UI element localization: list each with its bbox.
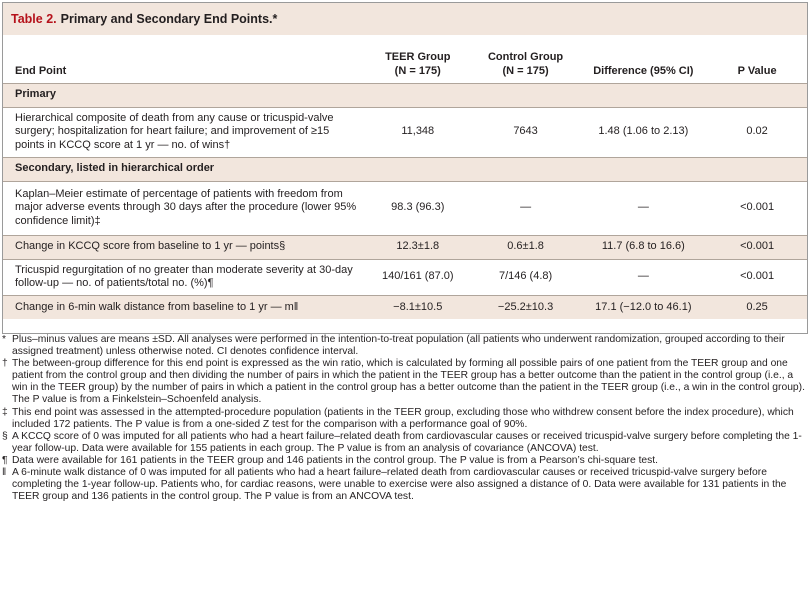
row-end-point: Kaplan–Meier estimate of percentage of patients with freedom from major adverse events through 30 days after the procedure (lower 95% confidence limit)‡ <box>15 187 357 227</box>
footnote-symbol: § <box>2 430 8 442</box>
header-p-value: P Value <box>737 64 777 77</box>
row-teer-value: 98.3 (96.3) <box>391 201 445 214</box>
section-secondary <box>3 157 807 181</box>
footnote-symbol: ¶ <box>2 454 8 466</box>
table-title <box>3 3 807 35</box>
table-row <box>3 295 807 319</box>
row-teer-value: −8.1±10.5 <box>364 295 472 319</box>
table-row <box>3 259 807 295</box>
header-control-line1: Control Group <box>487 50 564 63</box>
row-end-point: Tricuspid regurgitation of no greater than moderate severity at 30-day follow-up — no. of patients/total no. (%)¶ <box>3 259 364 295</box>
footnote-symbol: ‡ <box>2 406 8 418</box>
row-end-point: Change in 6-min walk distance from baseline to 1 yr — m‖ <box>3 295 364 319</box>
row-p-value: 0.02 <box>746 125 768 138</box>
row-p-value: <0.001 <box>740 201 775 214</box>
footnote <box>2 455 808 467</box>
header-end-point: End Point <box>15 64 67 77</box>
footnote <box>2 467 808 503</box>
row-difference-value: — <box>579 259 707 295</box>
row-teer-value: 12.3±1.8 <box>364 235 472 259</box>
header-control <box>472 35 580 83</box>
row-difference-value: 17.1 (−12.0 to 46.1) <box>579 295 707 319</box>
footnote-text: Data were available for 161 patients in the TEER group and 146 patients in the control group. The P value is from a Pearson’s chi-square test. <box>12 454 659 466</box>
end-points-table <box>3 35 807 319</box>
row-difference-value: 1.48 (1.06 to 2.13) <box>598 125 689 138</box>
footnote-symbol: ‖ <box>2 467 7 479</box>
footnote <box>2 407 808 431</box>
footnote-text: A KCCQ score of 0 was imputed for all patients who had a heart failure–related death from cardiovascular causes or received tricuspid-valve surgery before completing the 1-year follow-up. Data were available for 155 patients in each group. The P value is from an analysis of covariance (ANCOVA) test. <box>12 430 802 454</box>
header-teer-line2: (N = 175) <box>394 64 441 77</box>
row-difference-value: 11.7 (6.8 to 16.6) <box>579 235 707 259</box>
row-control-value: — <box>520 201 532 214</box>
footnote-symbol: * <box>2 334 7 345</box>
row-teer-value: 11,348 <box>401 125 435 138</box>
table-header-row <box>3 35 807 83</box>
footnotes <box>2 334 808 503</box>
row-p-value: <0.001 <box>707 235 807 259</box>
row-end-point: Change in KCCQ score from baseline to 1 yr — points§ <box>3 235 364 259</box>
header-control-line2: (N = 175) <box>502 64 549 77</box>
table-caption: Primary and Secondary End Points.* <box>60 12 278 26</box>
row-control-value: −25.2±10.3 <box>472 295 580 319</box>
footnote-text: Plus–minus values are means ±SD. All analyses were performed in the intention-to-treat population (all patients who underwent randomization, grouped according to their assigned treatment) unless otherwise noted. CI denotes confidence interval. <box>12 334 785 358</box>
section-primary <box>3 83 807 107</box>
footnote-symbol: † <box>2 358 8 370</box>
row-p-value: 0.25 <box>707 295 807 319</box>
row-teer-value: 140/161 (87.0) <box>364 259 472 295</box>
footnote <box>2 431 808 455</box>
table-row <box>3 107 807 157</box>
row-control-value: 7/146 (4.8) <box>472 259 580 295</box>
row-control-value: 0.6±1.8 <box>472 235 580 259</box>
header-teer-line1: TEER Group <box>385 50 451 63</box>
footnote-text: A 6-minute walk distance of 0 was imputed for all patients who had a heart failure–related death from cardiovascular causes or received tricuspid-valve surgery before completing the 1-year follow-up. Patients who, for cardiac reasons, were unable to exercise were also assigned a distance of 0. Data were available for 131 patients in the TEER group and 136 patients in the control group. The P value is from an ANCOVA test. <box>12 467 787 503</box>
row-end-point: Hierarchical composite of death from any cause or tricuspid-valve surgery; hospitalization for heart failure; and improvement of ≥15 points in KCCQ score at 1 yr — no. of wins† <box>15 111 334 151</box>
header-difference: Difference (95% CI) <box>593 64 694 77</box>
footnote-text: This end point was assessed in the attempted-procedure population (patients in the TEER group, excluding those who withdrew consent before the index procedure), which included 172 patients. The P value is from a one-sided Z test for the comparison with a performance goal of 90%. <box>12 406 794 430</box>
footnote-text: The between-group difference for this end point is expressed as the win ratio, which is calculated by forming all possible pairs of one patient from the TEER group and one patient from the control group and then dividing the number of pairs in which the patient in the TEER group has a better outcome than the patient in the control group (i.e., a win in the TEER group) by the number of pairs in which a patient in the control group has a better outcome than the patient in the TEER group (i.e., a win in the control group). The P value is from a Finkelstein–Schoenfeld analysis. <box>12 358 805 406</box>
row-p-value: <0.001 <box>707 259 807 295</box>
row-difference-value: — <box>637 201 649 214</box>
table-number: Table 2. <box>11 12 57 26</box>
row-control-value: 7643 <box>513 125 538 138</box>
section-secondary-label: Secondary, listed in hierarchical order <box>3 157 807 181</box>
table-row <box>3 235 807 259</box>
footnote <box>2 334 808 358</box>
footnote <box>2 358 808 406</box>
table-row <box>3 181 807 235</box>
header-teer <box>364 35 472 83</box>
table-frame <box>2 2 808 334</box>
section-primary-label: Primary <box>3 83 807 107</box>
